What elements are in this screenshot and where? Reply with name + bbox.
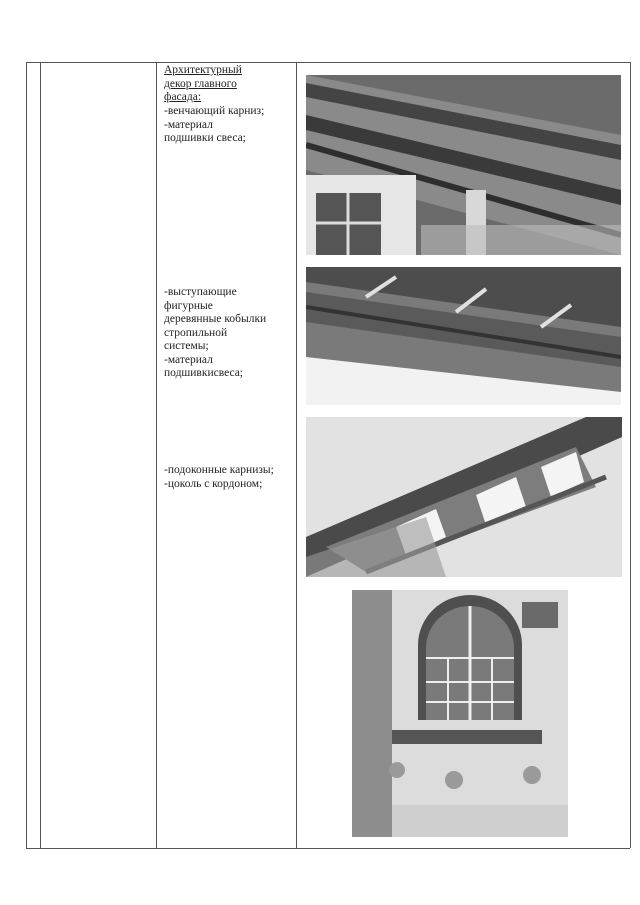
- title-line: декор главного: [164, 77, 237, 90]
- table-col-border-2: [40, 62, 41, 848]
- text-line: системы;: [164, 340, 209, 352]
- photo-arched-window: [352, 590, 568, 837]
- text-line: -цоколь с кордоном;: [164, 477, 263, 490]
- photo-eaves-cornice: [306, 75, 621, 255]
- group-sills: [164, 464, 290, 491]
- text-line: стропильной: [164, 326, 228, 339]
- text-line: подшивкисвеса;: [164, 367, 244, 379]
- group-rafters: [164, 286, 290, 381]
- table-top-border: [26, 62, 630, 63]
- table-col-border-5: [630, 62, 631, 848]
- table-bottom-border: [26, 848, 630, 849]
- text-line: -подоконные карнизы;: [164, 464, 274, 476]
- text-line: -выступающие: [164, 286, 237, 298]
- photo-window-sills: [306, 417, 622, 577]
- text-line: -материал: [164, 353, 213, 366]
- photo-rafter-brackets: [306, 267, 621, 405]
- text-line: подшивки свеса;: [164, 132, 246, 144]
- title-line: Архитектурный: [164, 64, 242, 76]
- section-title: [164, 64, 290, 105]
- table-col-border-3: [156, 62, 157, 848]
- table-col-border-4: [296, 62, 297, 848]
- group-cornice: [164, 105, 290, 146]
- title-line: фасада:: [164, 91, 202, 103]
- text-line: -венчающий карниз;: [164, 105, 265, 117]
- text-line: фигурные: [164, 299, 213, 312]
- text-line: -материал: [164, 118, 213, 131]
- table-col-border-1: [26, 62, 27, 848]
- text-line: деревянные кобылки: [164, 313, 267, 325]
